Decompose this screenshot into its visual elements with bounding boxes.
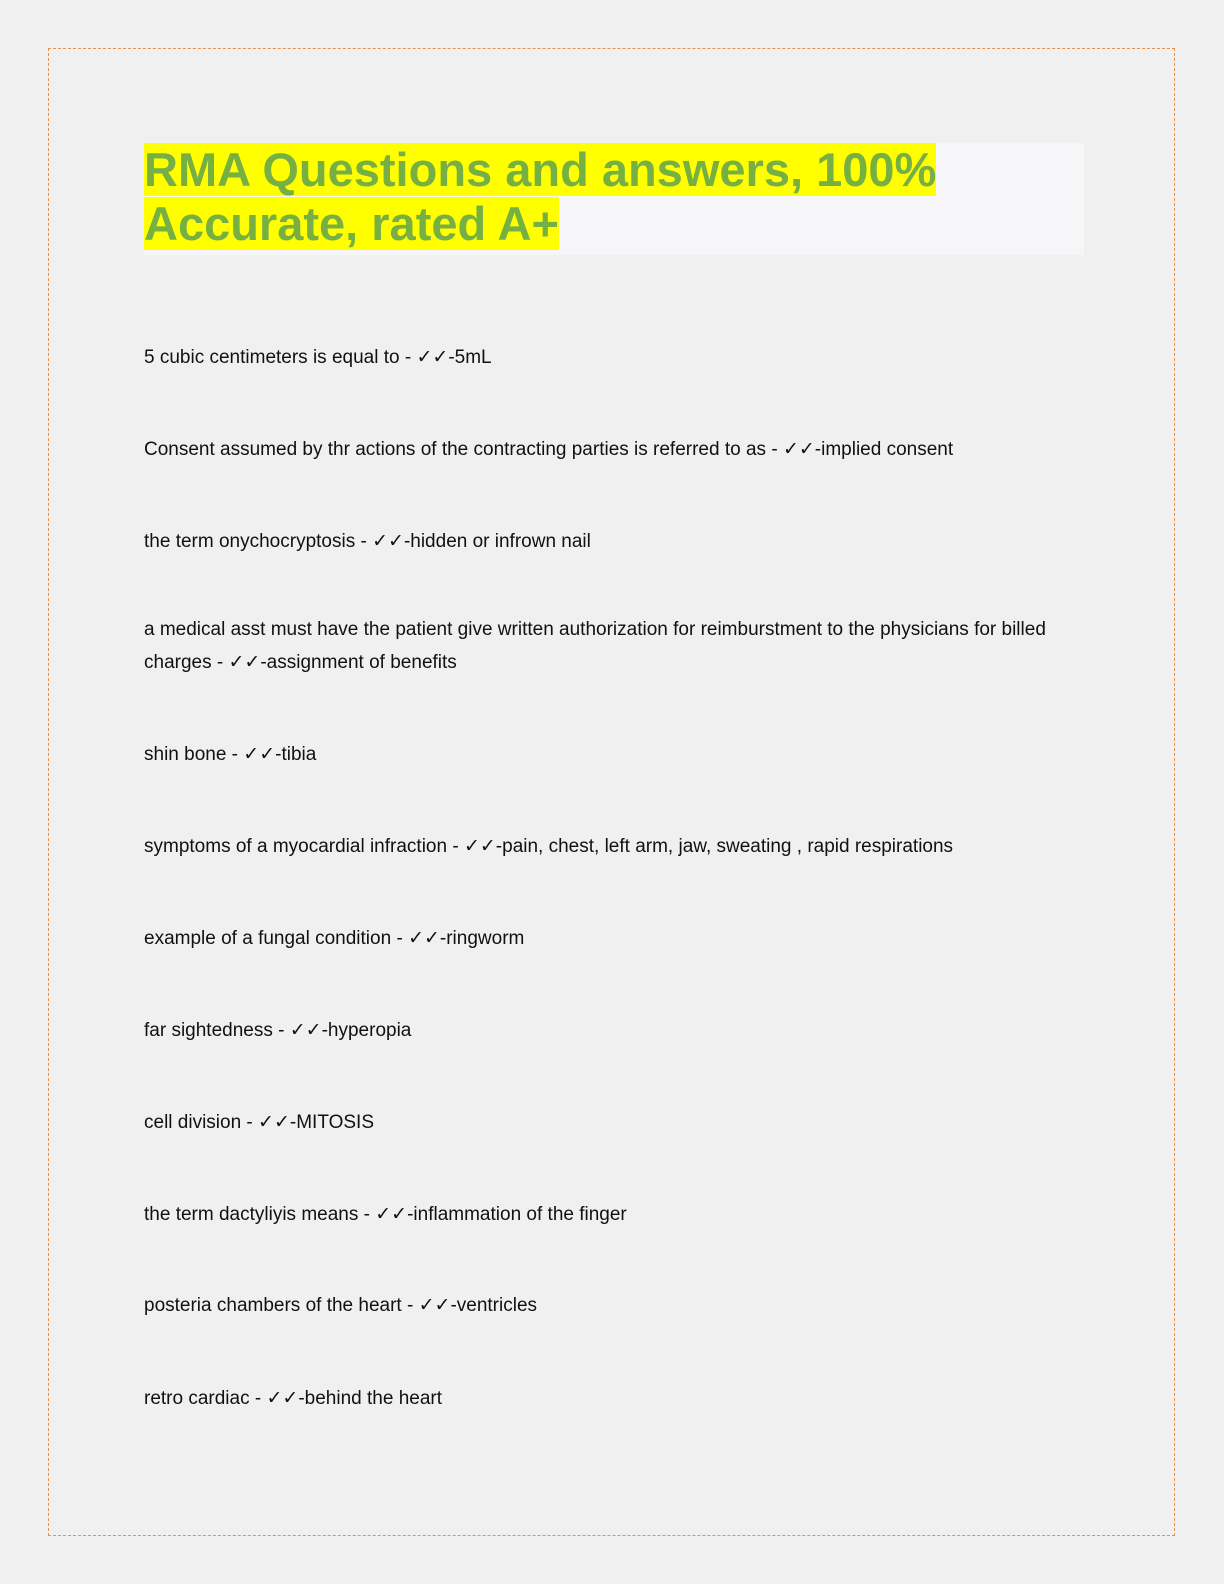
double-check-icon: ✓✓ xyxy=(418,1294,451,1316)
question-text: far sightedness xyxy=(144,1020,273,1041)
question-text: symptoms of a myocardial infraction xyxy=(144,836,448,857)
qa-item xyxy=(144,1198,1084,1231)
answer-prefix: - xyxy=(275,744,282,765)
answer-prefix: - xyxy=(298,1388,305,1409)
separator: - xyxy=(399,347,417,368)
question-text: posteria chambers of the heart xyxy=(144,1295,402,1316)
answer-prefix: - xyxy=(448,347,455,368)
answer-text: inflammation of the finger xyxy=(413,1204,627,1225)
title-block xyxy=(144,143,1084,255)
separator: - xyxy=(391,928,409,949)
question-text: a medical asst must have the patient give written authorization for reimburstment to the physicians for billed charges xyxy=(144,619,1046,673)
double-check-icon: ✓✓ xyxy=(289,1019,322,1041)
question-text: shin bone xyxy=(144,744,227,765)
question-text: cell division xyxy=(144,1112,242,1133)
answer-prefix: - xyxy=(289,1112,297,1133)
question-text: example of a fungal condition xyxy=(144,928,392,949)
qa-item xyxy=(144,525,1084,558)
double-check-icon: ✓✓ xyxy=(258,1111,290,1133)
answer-prefix: - xyxy=(450,1295,457,1316)
qa-item xyxy=(144,614,1084,679)
document-title xyxy=(144,143,1084,251)
separator: - xyxy=(355,531,373,552)
separator: - xyxy=(401,1295,419,1316)
answer-text: tibia xyxy=(281,744,317,765)
separator: - xyxy=(241,1112,259,1133)
answer-text: MITOSIS xyxy=(296,1112,374,1133)
answer-text: ringworm xyxy=(446,928,525,949)
double-check-icon: ✓✓ xyxy=(372,530,404,552)
qa-item xyxy=(144,1289,1084,1322)
separator: - xyxy=(249,1388,267,1409)
question-text: Consent assumed by thr actions of the contracting parties is referred to as xyxy=(144,439,767,460)
qa-item xyxy=(144,1106,1084,1139)
qa-item xyxy=(144,738,1084,771)
answer-text: behind the heart xyxy=(304,1388,443,1409)
separator: - xyxy=(226,744,244,765)
answer-prefix: - xyxy=(495,836,503,857)
double-check-icon: ✓✓ xyxy=(228,651,261,673)
separator: - xyxy=(358,1204,376,1225)
answer-text: pain, chest, left arm, jaw, sweating , rapid respirations xyxy=(502,836,954,857)
answer-text: assignment of benefits xyxy=(266,652,457,673)
answer-prefix: - xyxy=(403,531,411,552)
separator: - xyxy=(211,652,229,673)
separator: - xyxy=(272,1020,290,1041)
double-check-icon: ✓✓ xyxy=(463,835,496,857)
answer-text: hyperopia xyxy=(327,1020,412,1041)
separator: - xyxy=(766,439,783,460)
qa-item xyxy=(144,1014,1084,1047)
qa-item xyxy=(144,433,1084,466)
double-check-icon: ✓✓ xyxy=(266,1387,299,1409)
double-check-icon: ✓✓ xyxy=(416,346,449,368)
answer-prefix: - xyxy=(321,1020,328,1041)
double-check-icon: ✓✓ xyxy=(408,927,440,949)
question-text: the term dactyliyis means xyxy=(144,1204,359,1225)
qa-item xyxy=(144,1382,1084,1415)
separator: - xyxy=(447,836,464,857)
answer-prefix: - xyxy=(260,652,267,673)
question-text: the term onychocryptosis xyxy=(144,531,356,552)
answer-prefix: - xyxy=(814,439,822,460)
double-check-icon: ✓✓ xyxy=(782,438,815,460)
answer-prefix: - xyxy=(439,928,447,949)
qa-item xyxy=(144,341,1084,374)
answer-text: implied consent xyxy=(821,439,954,460)
double-check-icon: ✓✓ xyxy=(375,1203,408,1225)
question-text: retro cardiac xyxy=(144,1388,250,1409)
double-check-icon: ✓✓ xyxy=(243,743,276,765)
answer-text: ventricles xyxy=(456,1295,538,1316)
qa-item xyxy=(144,922,1084,955)
title-highlight: RMA Questions and answers, 100% Accurate, rated A+ xyxy=(144,143,937,250)
answer-text: 5mL xyxy=(454,347,492,368)
answer-prefix: - xyxy=(407,1204,414,1225)
answer-text: hidden or infrown nail xyxy=(410,531,591,552)
question-text: 5 cubic centimeters is equal to xyxy=(144,347,400,368)
qa-item xyxy=(144,830,1084,863)
